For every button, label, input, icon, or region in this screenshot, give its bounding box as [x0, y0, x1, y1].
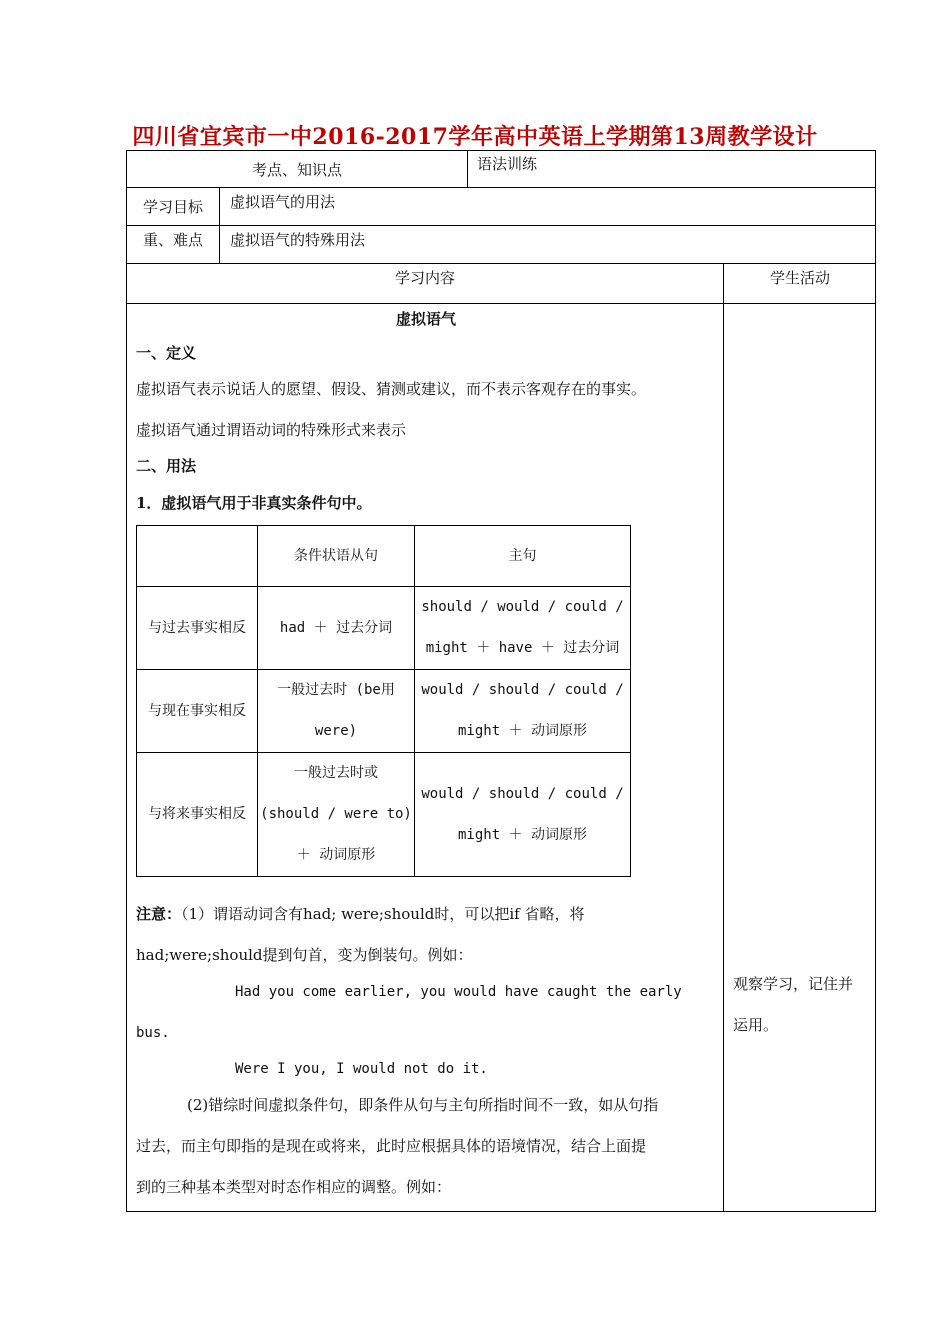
lesson-plan-table [126, 150, 876, 1212]
activity-label: 学生活动 [769, 269, 830, 287]
example-sentence: Had you come earlier, you would have caught the early [235, 984, 682, 1000]
table-row [137, 670, 631, 753]
clause-cell: had ＋ 过去分词 [258, 587, 415, 670]
row-label: 与过去事实相反 [137, 587, 258, 670]
row-label: 与将来事实相反 [137, 753, 258, 877]
example-sentence: Were I you, I would not do it. [235, 1061, 488, 1077]
key-value: 虚拟语气的特殊用法 [230, 231, 366, 249]
note-line: had;were;should提到句首，变为倒装句。例如： [136, 946, 473, 964]
clause-cell: 一般过去时或 (should / were to) ＋ 动词原形 [258, 753, 415, 877]
table-header: 主句 [415, 526, 631, 587]
conditional-table [136, 525, 631, 877]
col-divider [723, 263, 724, 1212]
row-divider [127, 187, 875, 188]
activity-text: 观察学习，记住并 [733, 975, 854, 993]
section-heading: 虚拟语气 [395, 310, 456, 328]
document-title: 四川省宜宾市一中2016-2017学年高中英语上学期第13周教学设计 [132, 124, 818, 150]
definition-text: 虚拟语气表示说话人的愿望、假设、猜测或建议，而不表示客观存在的事实。 [136, 380, 647, 398]
table-row [137, 753, 631, 877]
goal-label: 学习目标 [142, 198, 203, 216]
knowledge-value: 语法训练 [477, 155, 538, 173]
main-cell: would / should / could / might ＋ 动词原形 [415, 753, 631, 877]
knowledge-label: 考点、知识点 [251, 161, 342, 179]
definition-text: 虚拟语气通过谓语动词的特殊形式来表示 [136, 421, 407, 439]
main-cell: would / should / could / might ＋ 动词原形 [415, 670, 631, 753]
main-cell: should / would / could / might ＋ have ＋ 过去分词 [415, 587, 631, 670]
table-header: 条件状语从句 [258, 526, 415, 587]
row-divider [127, 263, 875, 264]
note-line: 到的三种基本类型对时态作相应的调整。例如： [136, 1178, 452, 1196]
note-line: (2)错综时间虚拟条件句，即条件从句与主句所指时间不一致，如从句指 [187, 1096, 659, 1114]
usage-title: 二、用法 [136, 457, 197, 475]
row-label: 与现在事实相反 [137, 670, 258, 753]
row-divider [127, 225, 875, 226]
note-line: 注意：（1）谓语动词含有had; were;should时，可以把if 省略，将 [136, 905, 585, 923]
usage-item: 1．虚拟语气用于非真实条件句中。 [136, 494, 372, 512]
goal-value: 虚拟语气的用法 [230, 193, 336, 211]
content-label: 学习内容 [394, 269, 455, 287]
clause-cell: 一般过去时 (be用 were) [258, 670, 415, 753]
example-sentence: bus. [136, 1025, 170, 1041]
table-row [137, 587, 631, 670]
note-line: 过去，而主句即指的是现在或将来，此时应根据具体的语境情况，结合上面提 [136, 1137, 647, 1155]
col-divider [219, 187, 220, 263]
col-divider [467, 151, 468, 187]
table-header [137, 526, 258, 587]
key-label: 重、难点 [142, 231, 203, 249]
definition-title: 一、定义 [136, 344, 197, 362]
activity-text: 运用。 [733, 1016, 779, 1034]
